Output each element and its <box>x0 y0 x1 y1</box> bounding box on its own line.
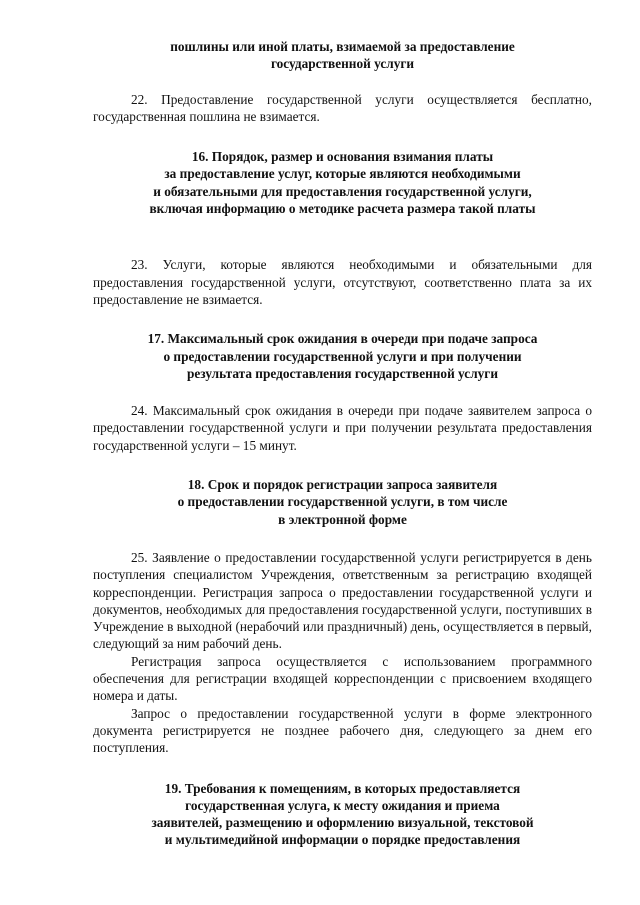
paragraph-25-registration: Регистрация запроса осуществляется с использованием программного обеспечения для регистрации входящей корреспонденции с присвоением входящего номера и даты. <box>93 653 592 704</box>
heading-line: включая информацию о методике расчета размера такой платы <box>149 201 536 217</box>
section-heading-18 <box>93 476 592 528</box>
heading-line: в электронной форме <box>278 511 407 527</box>
paragraph-25-electronic: Запрос о предоставлении государственной услуги в форме электронного документа регистрируется не позднее рабочего дня, следующего за днем его поступления. <box>93 705 592 756</box>
section-heading-continued <box>93 38 592 73</box>
section-heading-19 <box>93 780 592 849</box>
section-heading-16 <box>93 148 592 217</box>
heading-line: результата предоставления государственной услуги <box>186 365 499 381</box>
heading-line: государственная услуга, к месту ожидания и приема <box>185 797 500 813</box>
heading-line: пошлины или иной платы, взимаемой за предоставление <box>170 39 515 54</box>
heading-line: 19. Требования к помещениям, в которых предоставляется <box>164 780 521 796</box>
heading-line: 17. Максимальный срок ожидания в очереди при подаче запроса <box>147 331 538 347</box>
section-heading-17 <box>93 330 592 382</box>
heading-line: и обязательными для предоставления государственной услуги, <box>153 183 532 199</box>
heading-line: 18. Срок и порядок регистрации запроса заявителя <box>187 477 498 493</box>
heading-line: о предоставлении государственной услуги, в том числе <box>177 494 508 510</box>
paragraph-23: 23. Услуги, которые являются необходимыми и обязательными для предоставления государственной услуги, отсутствуют, соответственно плата за их предоставление не взимается. <box>93 257 592 307</box>
heading-line: заявителей, размещению и оформлению визуальной, текстовой <box>151 815 534 831</box>
paragraph-22: 22. Предоставление государственной услуги осуществляется бесплатно, государственная пошлина не взимается. <box>93 91 592 124</box>
heading-line: за предоставление услуг, которые являются необходимыми <box>164 166 521 182</box>
heading-line: 16. Порядок, размер и основания взимания платы <box>191 149 494 165</box>
paragraph-25: 25. Заявление о предоставлении государственной услуги регистрируется в день поступления специалистом Учреждения, ответственным за регистрацию входящей корреспонденции. Регистрация запроса о предоставлении государственной услуги и документов, необходимых для предоставления государственной услуги, поступивших в Учреждение в выходной (нерабочий или праздничный) день, осуществляется в первый, следующий за ним рабочий день. <box>93 549 592 652</box>
heading-line: государственной услуги <box>270 56 415 72</box>
heading-line: и мультимедийной информации о порядке предоставления <box>164 832 521 848</box>
paragraph-24: 24. Максимальный срок ожидания в очереди при подаче заявителем запроса о предоставлении государственной услуги и при получении результата предоставления государственной услуги – 15 минут. <box>93 403 592 453</box>
heading-line: о предоставлении государственной услуги и при получении <box>163 348 522 364</box>
